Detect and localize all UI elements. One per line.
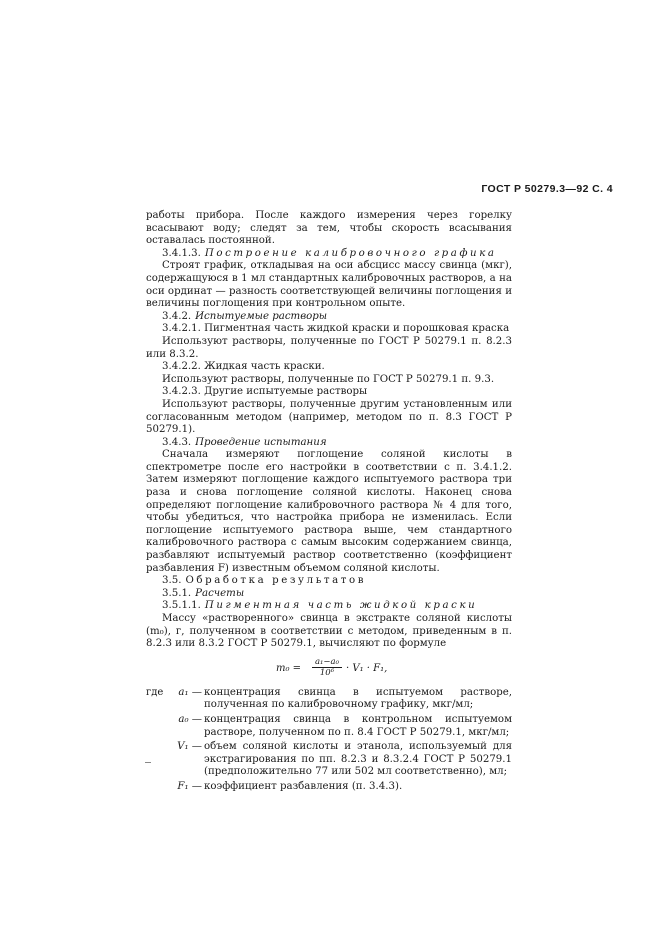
section-heading-3413	[146, 248, 512, 261]
where-label: где	[146, 686, 164, 698]
definition-symbol: V₁ —	[177, 741, 202, 753]
definition-item	[146, 687, 512, 712]
section-title: Испытуемые растворы	[195, 310, 328, 322]
formula-numerator: a₁−a₀	[312, 657, 342, 668]
section-title: Пигментная часть жидкой краски	[204, 600, 478, 612]
paragraph: работы прибора. После каждого измерения через горелку всасывают воду; следят за тем, чтобы скорость всасывания оставалась постоянной.	[146, 210, 512, 247]
section-heading-3511	[146, 600, 512, 613]
formula-lhs: m₀ =	[276, 662, 302, 674]
section-heading-3423: 3.4.2.3. Другие испытуемые растворы	[162, 386, 368, 398]
definition-item	[146, 781, 512, 794]
paragraph: Используют растворы, полученные по ГОСТ Р 50279.1 п. 9.3.	[162, 373, 495, 385]
formula-rhs: · V₁ · F₁,	[346, 662, 388, 674]
section-heading-342	[146, 311, 512, 324]
section-heading-3421: 3.4.2.1. Пигментная часть жидкой краски и порошковая краска	[162, 323, 510, 335]
formula-fraction	[312, 657, 342, 678]
definition-item	[146, 714, 512, 739]
paragraph: Строят график, откладывая на оси абсцисс массу свинца (мкг), содержащуюся в 1 мл стандартных калибровочных растворов, а на оси ординат — разность соответствующей величины поглощения и величины поглощения при контрольном опыте.	[146, 260, 512, 310]
section-number: 3.5.	[162, 575, 182, 587]
paragraph: Массу «растворенного» свинца в экстракте соляной кислоты (m₀), г, полученном в соответствии с методом, приведенным в п. 8.2.3 или 8.3.2 ГОСТ Р 50279.1, вычисляют по формуле	[146, 613, 512, 650]
section-number: 3.5.1.1.	[162, 600, 201, 612]
paragraph: Используют растворы, полученные другим установленным или согласованным методом (например, методом по п. 8.3 ГОСТ Р 50279.1).	[146, 398, 512, 436]
definition-symbol: a₁ —	[178, 686, 202, 698]
definition-text: объем соляной кислоты и этанола, используемый для экстрагирования по пп. 8.2.3 и 8.3.2.4 ГОСТ Р 50279.1 (предположительно 77 или 502 мл соответственно), мл;	[204, 741, 512, 778]
section-number: 3.5.1.	[162, 587, 192, 599]
definition-text: коэффициент разбавления (п. 3.4.3).	[204, 780, 403, 792]
section-heading-343	[146, 437, 512, 450]
section-title: Расчеты	[195, 587, 245, 599]
section-heading-3422: 3.4.2.2. Жидкая часть краски.	[162, 361, 325, 373]
section-number: 3.4.2.	[162, 310, 192, 322]
formula	[146, 657, 512, 679]
definition-symbol: a₀ —	[178, 713, 202, 725]
definition-text: концентрация свинца в испытуемом растворе, полученная по калибровочному графику, мкг/мл;	[204, 686, 512, 711]
scan-mark	[145, 762, 151, 763]
definition-symbol: F₁ —	[177, 780, 202, 792]
paragraph: Используют растворы, полученные по ГОСТ Р 50279.1 п. 8.2.3 или 8.3.2.	[146, 335, 512, 360]
definition-text: концентрация свинца в контрольном испытуемом растворе, полученном по п. 8.4 ГОСТ Р 50279.1, мкг/мл;	[204, 713, 512, 738]
section-number: 3.4.3.	[162, 436, 192, 448]
paragraph: Сначала измеряют поглощение соляной кислоты в спектрометре после его настройки в соответствии с п. 3.4.1.2. Затем измеряют поглощение каждого испытуемого раствора три раза и снова поглощение соляной кислоты. Наконец снова определяют поглощение калибровочного раствора № 4 для того, чтобы убедиться, что настройка прибора не изменилась. Если поглощение испытуемого раствора выше, чем стандартного калибровочного раствора с самым высоким содержанием свинца, разбавляют испытуемый раствор соответственно (коэффициент разбавления F) известным объемом соляной кислоты.	[146, 449, 512, 574]
section-heading-35	[146, 575, 512, 588]
section-title: Проведение испытания	[195, 436, 327, 448]
definition-item	[146, 741, 512, 779]
page-header: ГОСТ Р 50279.3—92 С. 4	[481, 183, 613, 195]
formula-denominator: 10⁶	[319, 667, 335, 678]
section-title: Построение калибровочного графика	[204, 247, 497, 259]
document-body	[146, 210, 512, 796]
section-heading-351	[146, 588, 512, 601]
section-title: Обработка результатов	[185, 575, 367, 587]
definitions-list	[146, 687, 512, 794]
section-number: 3.4.1.3.	[162, 247, 201, 259]
